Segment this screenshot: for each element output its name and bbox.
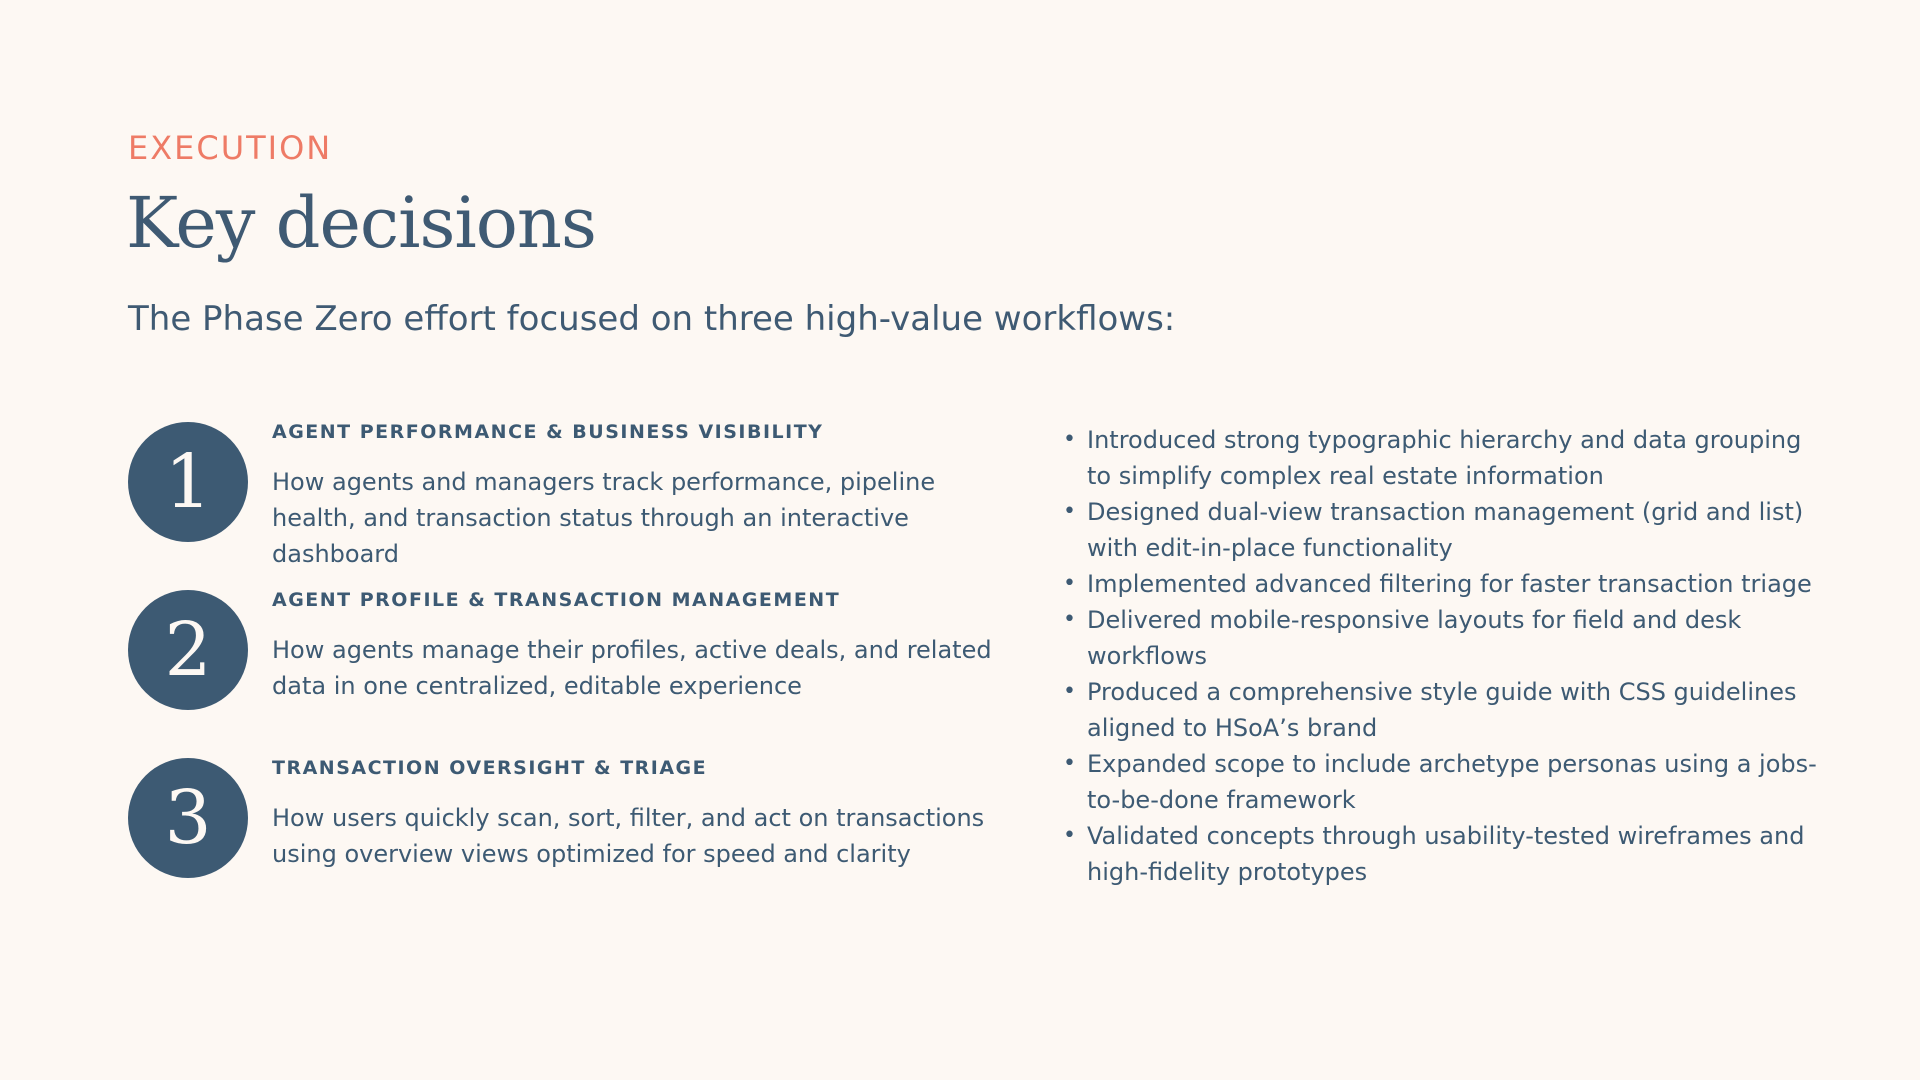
workflow-text [272, 588, 1012, 704]
decision-item: • Validated concepts through usability-tested wireframes and high-fidelity prototypes [1060, 818, 1820, 890]
section-eyebrow: EXECUTION [128, 129, 333, 167]
page-subtitle: The Phase Zero effort focused on three high-value workflows: [128, 299, 1176, 339]
decision-item: • Implemented advanced filtering for faster transaction triage [1060, 566, 1820, 602]
decision-item: • Designed dual-view transaction management (grid and list) with edit-in-place functionality [1060, 494, 1820, 566]
workflow-description: How agents manage their profiles, active deals, and related data in one centralized, editable experience [272, 636, 992, 700]
decision-list [1060, 422, 1820, 890]
workflow-heading: TRANSACTION OVERSIGHT & TRIAGE [272, 757, 708, 779]
workflow-description: How agents and managers track performance, pipeline health, and transaction status through an interactive dashboard [272, 468, 936, 568]
workflow-number-badge: 2 [128, 590, 248, 710]
workflow-text [272, 420, 1012, 572]
workflow-item [128, 588, 1028, 718]
workflow-heading: AGENT PROFILE & TRANSACTION MANAGEMENT [272, 589, 841, 611]
decision-item: • Produced a comprehensive style guide with CSS guidelines aligned to HSoA’s brand [1060, 674, 1820, 746]
decision-item: • Introduced strong typographic hierarchy and data grouping to simplify complex real estate information [1060, 422, 1820, 494]
workflow-item [128, 420, 1028, 568]
workflow-item [128, 756, 1028, 886]
decision-item: • Expanded scope to include archetype personas using a jobs-to-be-done framework [1060, 746, 1820, 818]
workflow-text [272, 756, 1012, 872]
workflow-number-badge: 1 [128, 422, 248, 542]
workflow-heading: AGENT PERFORMANCE & BUSINESS VISIBILITY [272, 421, 824, 443]
workflow-description: How users quickly scan, sort, filter, and act on transactions using overview views optimized for speed and clarity [272, 804, 985, 868]
workflow-number-badge: 3 [128, 758, 248, 878]
decision-item: • Delivered mobile-responsive layouts for field and desk workflows [1060, 602, 1820, 674]
page-title: Key decisions [126, 182, 596, 264]
